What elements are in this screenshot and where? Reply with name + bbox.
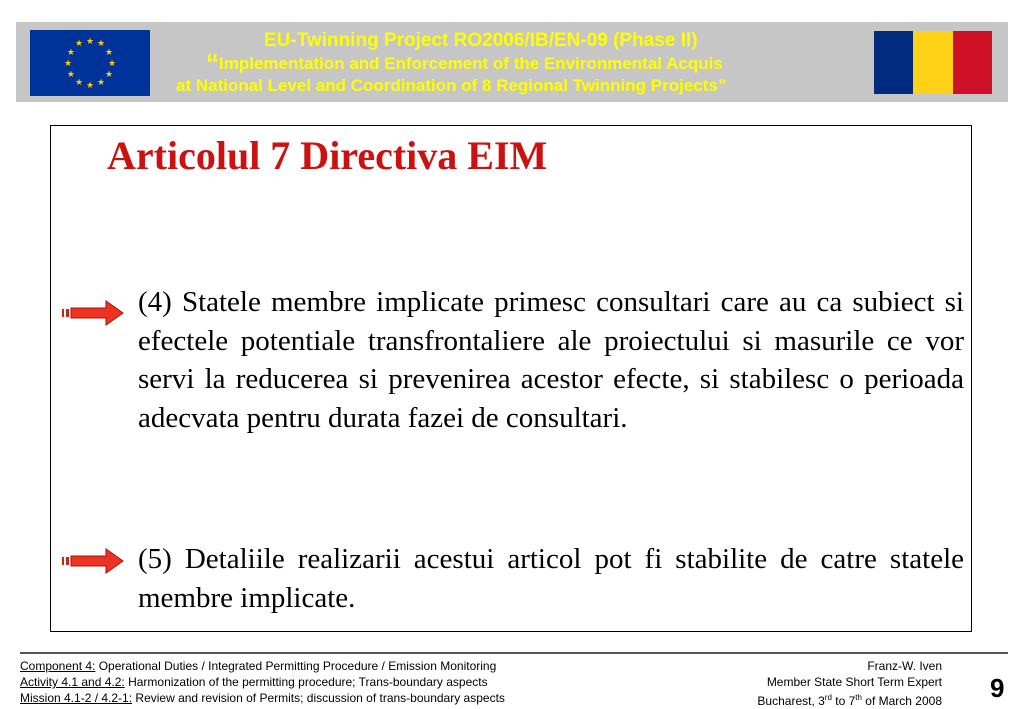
header-banner [16, 22, 1008, 102]
open-quote: “ [206, 48, 219, 78]
star-icon: ★ [105, 68, 114, 79]
star-icon: ★ [105, 46, 114, 57]
flag-stripe-yellow [913, 31, 952, 94]
footer-text: Operational Duties / Integrated Permitting Procedure / Emission Monitoring [95, 659, 497, 673]
footer-divider [20, 652, 1008, 654]
project-title: EU-Twinning Project RO2006/IB/EN-09 (Phase II) [264, 30, 698, 51]
red-arrow-icon [62, 548, 124, 574]
star-icon: ★ [74, 38, 84, 49]
project-subtitle-2: at National Level and Coordination of 8 Regional Twinning Projects” [176, 76, 727, 95]
date-part: to 7 [831, 694, 856, 708]
paragraph-4: (4) Statele membre implicate primesc consultari care au ca subiect si efectele potentiale transfrontaliere ale proiectului si masurile ce vor servi la reducerea si prevenirea acestor efecte, si stabilesc o perioada adecvata pentru durata fazei de consultari. [138, 286, 964, 434]
star-icon: ★ [66, 46, 75, 57]
eu-flag-icon [30, 30, 150, 96]
date-part: of March 2008 [861, 694, 942, 708]
paragraph-5: (5) Detaliile realizarii acestui articol pot fi stabilite de catre statele membre implicate. [138, 543, 964, 614]
star-icon: ★ [66, 68, 75, 79]
footer-text: Review and revision of Permits; discussion of trans-boundary aspects [132, 691, 505, 705]
star-icon: ★ [96, 76, 106, 87]
star-icon: ★ [107, 57, 117, 68]
footer-component [20, 659, 496, 673]
footer-text: Harmonization of the permitting procedure; Trans-boundary aspects [124, 675, 488, 689]
footer-author: Franz-W. Iven [867, 659, 942, 673]
footer-label: Activity 4.1 and 4.2: [20, 675, 125, 689]
date-part: Bucharest, 3 [757, 694, 825, 708]
footer-label: Component 4: [20, 659, 96, 673]
star-icon: ★ [85, 79, 95, 90]
red-arrow-icon [62, 300, 124, 326]
flag-stripe-red [953, 31, 992, 94]
date-sup: th [855, 693, 862, 702]
star-icon: ★ [74, 76, 84, 87]
project-subtitle-text: Implementation and Enforcement of the Environmental Acquis [219, 54, 723, 73]
footer-label: Mission 4.1-2 / 4.2-1: [20, 691, 133, 705]
star-icon: ★ [85, 35, 95, 46]
flag-stripe-blue [874, 31, 913, 94]
footer-activity [20, 675, 488, 689]
project-subtitle [206, 48, 723, 79]
date-sup: rd [824, 693, 832, 702]
romania-flag-icon [874, 31, 992, 94]
footer-mission [20, 691, 505, 705]
star-icon: ★ [63, 57, 73, 68]
star-icon: ★ [96, 38, 106, 49]
slide-title: Articolul 7 Directiva EIM [107, 133, 548, 178]
page-number: 9 [990, 673, 1005, 703]
footer-date [757, 691, 942, 708]
footer-role: Member State Short Term Expert [766, 675, 942, 689]
